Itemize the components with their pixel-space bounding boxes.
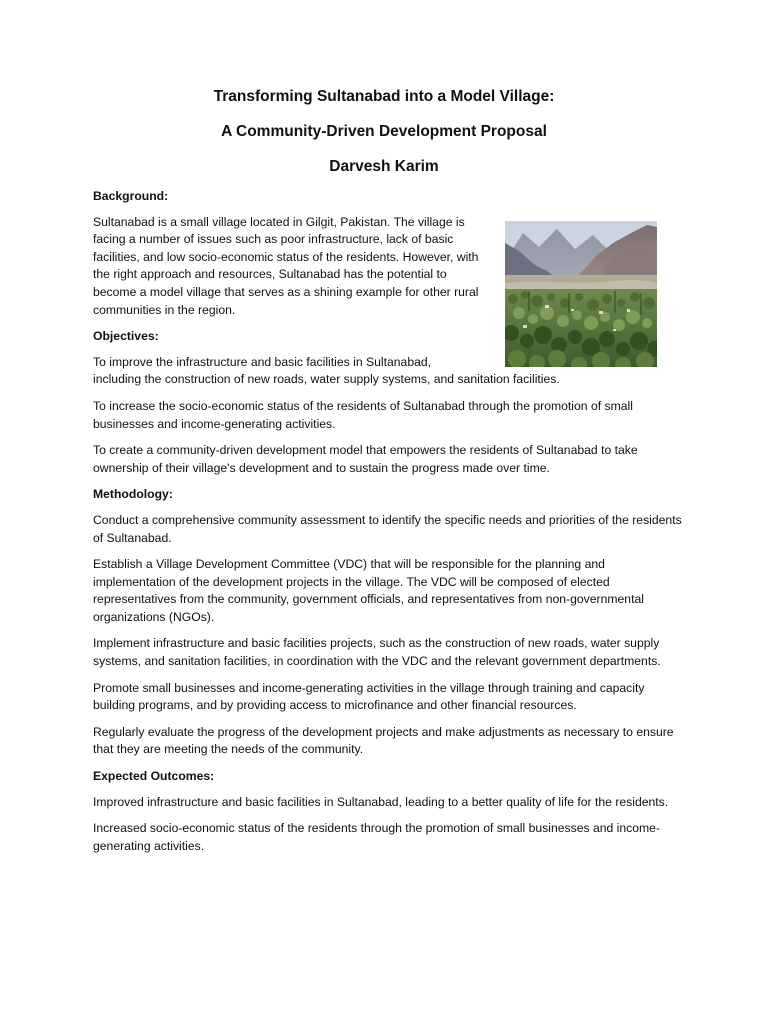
methodology-item: Regularly evaluate the progress of the development projects and make adjustments as necessary to ensure that they are meeting the needs of the community. xyxy=(93,724,674,757)
objective-item-line2: including the construction of new roads, water supply systems, and sanitation facilities. xyxy=(93,372,560,387)
objective-item-line1: To improve the infrastructure and basic facilities in Sultanabad, xyxy=(93,354,432,369)
objectives-heading: Objectives: xyxy=(93,329,159,344)
objective-item: To increase the socio-economic status of the residents of Sultanabad through the promotion of small businesses and income-generating activities. xyxy=(93,398,633,431)
background-heading: Background: xyxy=(93,189,169,203)
methodology-item: Implement infrastructure and basic facilities projects, such as the construction of new roads, water supply systems, and sanitation facilities, in coordination with the VDC and the relevant government departments. xyxy=(93,636,661,669)
author-name: Darvesh Karim xyxy=(329,158,439,175)
document-body xyxy=(93,188,683,864)
document-title: Transforming Sultanabad into a Model Village: xyxy=(213,88,555,105)
methodology-heading: Methodology: xyxy=(93,487,173,502)
methodology-item: Establish a Village Development Committee (VDC) that will be responsible for the planning and implementation of the development projects in the village. The VDC will be composed of elected representatives from the community, government officials, and representatives from non-governmental organizations (NGOs). xyxy=(93,557,644,624)
outcome-item: Increased socio-economic status of the residents through the promotion of small businesses and income-generating activities. xyxy=(93,821,661,853)
objective-item xyxy=(93,354,683,389)
title-block xyxy=(0,88,768,193)
methodology-item: Conduct a comprehensive community assessment to identify the specific needs and priorities of the residents of Sultanabad. xyxy=(93,512,682,545)
document-subtitle: A Community-Driven Development Proposal xyxy=(221,123,547,140)
background-paragraph: Sultanabad is a small village located in Gilgit, Pakistan. The village is facing a number of issues such as poor infrastructure, lack of basic facilities, and low socio-economic status of the residents. However, with the right approach and resources, Sultanabad has the potential to become a model village that serves as a shining example for other rural communities in the region. xyxy=(93,214,479,317)
expected-outcomes-heading: Expected Outcomes: xyxy=(93,769,215,784)
outcome-item: Improved infrastructure and basic facilities in Sultanabad, leading to a better quality of life for the residents. xyxy=(93,794,669,809)
objective-item: To create a community-driven development model that empowers the residents of Sultanabad to take ownership of their village's development and to sustain the progress made over time. xyxy=(93,443,638,475)
methodology-item: Promote small businesses and income-generating activities in the village through training and capacity building programs, and by providing access to microfinance and other financial resources. xyxy=(93,680,645,713)
